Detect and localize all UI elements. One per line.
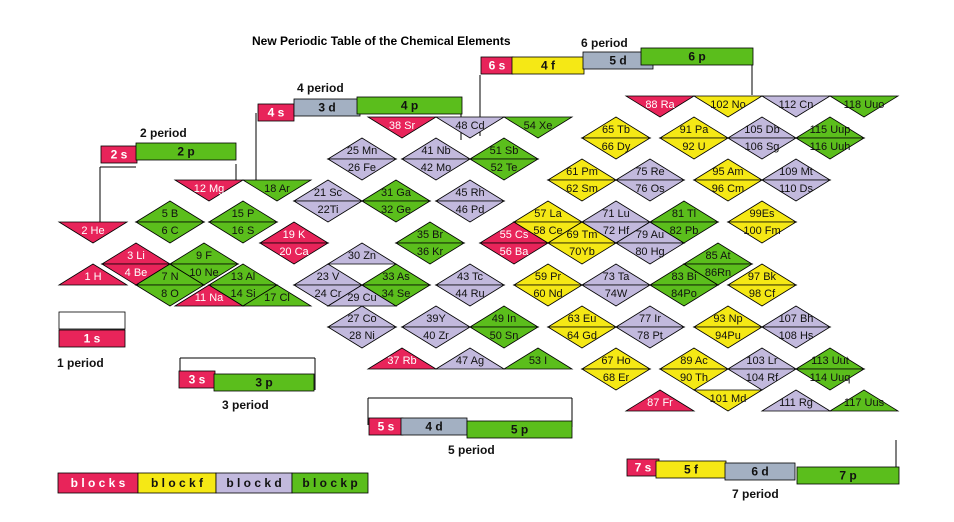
element-label: 71 Lu — [602, 208, 630, 220]
element-label: 92 U — [682, 141, 706, 153]
element-25-mn — [328, 138, 396, 159]
element-label: 96 Cm — [711, 183, 745, 195]
element-112-cn — [762, 96, 830, 117]
element-label: 17 Cl — [264, 292, 290, 304]
element-50-sn — [470, 327, 538, 348]
element-85-at — [684, 243, 752, 264]
element-label: 25 Mn — [346, 145, 378, 157]
element-107-bh — [762, 306, 830, 327]
element-31-ga — [362, 180, 430, 201]
element-label: 74W — [604, 288, 628, 300]
element-label: 111 Rg — [779, 397, 813, 409]
element-label: 81 Tl — [671, 208, 697, 220]
element-label: 2 He — [81, 225, 105, 237]
element-label: 47 Ag — [455, 355, 485, 367]
element-label: 103 Lr — [746, 355, 778, 367]
element-37-rb — [368, 348, 436, 369]
period-label-2: 2 period — [140, 126, 187, 140]
element-66-dy — [582, 138, 650, 159]
element-label: 115 Uup — [809, 124, 851, 136]
element-label: 14 Si — [230, 288, 256, 300]
element-label: 54 Xe — [523, 120, 553, 132]
element-3-li — [102, 243, 170, 264]
element-label: 89 Ac — [680, 355, 708, 367]
element-label: 36 Kr — [416, 246, 444, 258]
element-104-rf — [728, 369, 796, 390]
element-label: 20 Ca — [279, 246, 309, 258]
element-label: 101 Md — [709, 393, 747, 405]
element-label: 108 Hs — [778, 330, 814, 342]
element-label: 34 Se — [381, 288, 411, 300]
element-label: 79 Au — [635, 229, 665, 241]
bar-label: 4 f — [540, 58, 556, 73]
element-108-hs — [762, 327, 830, 348]
bar-label: 4 p — [400, 98, 419, 113]
element-label: 70Yb — [569, 246, 595, 258]
element-label: 95 Am — [712, 166, 744, 178]
element-70yb — [548, 243, 616, 264]
element-label: 32 Ge — [381, 204, 411, 216]
element-118-uuo — [830, 96, 898, 117]
element-95-am — [694, 159, 762, 180]
element-label: 61 Pm — [566, 166, 598, 178]
element-74w — [582, 285, 650, 306]
element-label: 5 B — [161, 208, 179, 220]
element-label: 76 Os — [635, 183, 665, 195]
element-label: 55 Cs — [499, 229, 529, 241]
element-label: 87 Fr — [647, 397, 673, 409]
element-label: 75 Re — [635, 166, 665, 178]
bar-1-s — [59, 330, 125, 347]
element-100-fm — [728, 222, 796, 243]
period-label-3: 3 period — [222, 398, 269, 412]
element-label: 1 H — [84, 271, 102, 283]
element-61-pm — [548, 159, 616, 180]
element-label: 28 Ni — [349, 330, 375, 342]
element-label: 82 Pb — [669, 225, 699, 237]
element-label: 39Y — [426, 313, 446, 325]
element-label: 99Es — [749, 208, 775, 220]
period-label-6: 6 period — [581, 36, 628, 50]
element-32-ge — [362, 201, 430, 222]
bar-label: 6 s — [488, 58, 506, 73]
bar-7-p — [797, 467, 899, 484]
element-label: 23 V — [316, 271, 340, 283]
element-label: 37 Rb — [387, 355, 417, 367]
bar-6-s — [481, 57, 513, 74]
element-113-uut — [796, 348, 864, 369]
element-label: 68 Er — [602, 372, 630, 384]
element-label: 49 In — [491, 313, 517, 325]
element-23-v — [294, 264, 362, 285]
element-6-c — [136, 222, 204, 243]
element-75-re — [616, 159, 684, 180]
element-label: 84Po — [671, 288, 697, 300]
element-label: 107 Bh — [778, 313, 814, 325]
element-label: 7 N — [161, 271, 179, 283]
element-label: 8 O — [161, 288, 179, 300]
bar-label: 3 s — [188, 372, 206, 387]
element-62-sm — [548, 180, 616, 201]
element-90-th — [660, 369, 728, 390]
element-38-sr — [368, 117, 436, 138]
element-label: 22Ti — [317, 204, 339, 216]
bar-label: 3 d — [318, 100, 336, 115]
element-label: 24 Cr — [314, 288, 342, 300]
bar-3-s — [179, 371, 215, 388]
element-label: 44 Ru — [455, 288, 485, 300]
element-label: 33 As — [382, 271, 410, 283]
element-5-b — [136, 201, 204, 222]
bar-4-s — [258, 104, 294, 121]
element-89-ac — [660, 348, 728, 369]
element-20-ca — [260, 243, 328, 264]
legend-d — [216, 473, 292, 493]
element-46-pd — [436, 201, 504, 222]
element-label: 73 Ta — [602, 271, 630, 283]
period-label-1: 1 period — [57, 356, 104, 370]
element-117-uus — [830, 390, 898, 411]
element-67-ho — [582, 348, 650, 369]
element-label: 78 Pt — [637, 330, 663, 342]
element-109-mt — [762, 159, 830, 180]
element-57-la — [514, 201, 582, 222]
element-78-pt — [616, 327, 684, 348]
element-76-os — [616, 180, 684, 201]
element-92-u — [660, 138, 728, 159]
bar-label: 5 s — [377, 419, 395, 434]
element-label: 83 Bi — [671, 271, 697, 283]
element-label: 13 Al — [230, 271, 256, 283]
element-label: 93 Np — [713, 313, 743, 325]
element-88-ra — [626, 96, 694, 117]
element-label: 77 Ir — [638, 313, 662, 325]
element-22ti — [294, 201, 362, 222]
element-48-cd — [436, 117, 504, 138]
element-label: 118 Uuo — [843, 99, 885, 111]
bar-5-f — [656, 461, 726, 478]
element-label: 72 Hf — [602, 225, 630, 237]
element-106-sg — [728, 138, 796, 159]
block-legend — [58, 473, 368, 493]
element-59-pr — [514, 264, 582, 285]
bar-label: 7 s — [634, 460, 652, 475]
element-label: 16 S — [231, 225, 255, 237]
bar-6-d — [725, 463, 795, 480]
element-label: 51 Sb — [489, 145, 519, 157]
element-label: 53 I — [528, 355, 548, 367]
element-label: 59 Pr — [534, 271, 562, 283]
element-53-i — [504, 348, 572, 369]
element-115-uup — [796, 117, 864, 138]
element-label: 45 Rh — [455, 187, 485, 199]
bar-label: 6 p — [688, 49, 706, 64]
element-label: 15 P — [231, 208, 255, 220]
element-label: 58 Ce — [533, 225, 563, 237]
bar-4-f — [512, 57, 584, 74]
element-28-ni — [328, 327, 396, 348]
legend-label: b l o c k d — [226, 476, 282, 490]
element-label: 56 Ba — [499, 246, 529, 258]
element-84po — [650, 285, 718, 306]
legend-p — [292, 473, 368, 493]
element-15-p — [209, 201, 277, 222]
element-101-md — [694, 390, 762, 411]
bar-label: 1 s — [83, 331, 101, 346]
element-87-fr — [626, 390, 694, 411]
element-27-co — [328, 306, 396, 327]
element-36-kr — [396, 243, 464, 264]
bar-6-p — [641, 48, 753, 65]
element-label: 31 Ga — [381, 187, 411, 199]
element-116-uuh — [796, 138, 864, 159]
element-label: 4 Be — [124, 267, 148, 279]
element-33-as — [362, 264, 430, 285]
legend-label: b l o c k s — [70, 476, 126, 490]
element-label: 43 Tc — [456, 271, 484, 283]
element-99es — [728, 201, 796, 222]
element-label: 106 Sg — [744, 141, 780, 153]
element-label: 69 Tm — [566, 229, 598, 241]
element-label: 11 Na — [194, 292, 224, 304]
element-label: 86Rn — [704, 267, 732, 279]
element-56-ba — [480, 243, 548, 264]
element-label: 62 Sm — [566, 183, 598, 195]
element-label: 18 Ar — [264, 183, 290, 195]
element-label: 27 Co — [347, 313, 377, 325]
element-label: 102 No — [710, 99, 746, 111]
element-71-lu — [582, 201, 650, 222]
element-label: 104 Rf — [745, 372, 779, 384]
bar-5-p — [467, 421, 572, 438]
element-2-he — [59, 222, 127, 243]
period-label-5: 5 period — [448, 443, 495, 457]
element-12-mg — [175, 180, 243, 201]
element-91-pa — [660, 117, 728, 138]
element-label: 40 Zr — [423, 330, 449, 342]
element-96-cm — [694, 180, 762, 201]
element-65-tb — [582, 117, 650, 138]
element-47-ag — [436, 348, 504, 369]
element-label: 66 Dy — [601, 141, 631, 153]
element-label: 52 Te — [490, 162, 518, 174]
bar-7-s — [627, 459, 659, 476]
legend-f — [138, 473, 216, 493]
element-label: 114 Uuq — [809, 372, 851, 384]
element-40-zr — [402, 327, 470, 348]
element-label: 41 Nb — [421, 145, 451, 157]
element-102-no — [694, 96, 762, 117]
element-30-zn — [328, 243, 396, 264]
element-98-cf — [728, 285, 796, 306]
element-label: 97 Bk — [747, 271, 777, 283]
element-label: 19 K — [282, 229, 306, 241]
element-label: 46 Pd — [455, 204, 485, 216]
period-1-frame — [59, 312, 125, 329]
element-110-ds — [762, 180, 830, 201]
element-49-in — [470, 306, 538, 327]
element-label: 12 Mg — [193, 183, 225, 195]
period-label-4: 4 period — [297, 81, 344, 95]
element-label: 57 La — [534, 208, 562, 220]
bar-4-p — [357, 97, 462, 114]
element-label: 91 Pa — [679, 124, 709, 136]
element-label: 29 Cu — [347, 292, 377, 304]
element-51-sb — [470, 138, 538, 159]
element-80-hg — [616, 243, 684, 264]
element-39y — [402, 306, 470, 327]
element-label: 6 C — [161, 225, 179, 237]
element-45-rh — [436, 180, 504, 201]
element-label: 38 Sr — [388, 120, 416, 132]
element-label: 117 Uus — [843, 397, 885, 409]
element-label: 85 At — [705, 250, 731, 262]
element-label: 64 Gd — [567, 330, 597, 342]
element-label: 60 Nd — [533, 288, 563, 300]
bar-3-p — [214, 374, 314, 391]
element-label: 35 Br — [416, 229, 444, 241]
legend-label: b l o c k f — [150, 476, 204, 490]
element-label: 113 Uut — [811, 355, 849, 367]
page-title: New Periodic Table of the Chemical Elements — [252, 34, 511, 48]
bar-label: 7 p — [839, 468, 857, 483]
element-73-ta — [582, 264, 650, 285]
element-81-tl — [650, 201, 718, 222]
element-label: 105 Db — [744, 124, 780, 136]
bar-label: 5 p — [510, 422, 529, 437]
element-26-fe — [328, 159, 396, 180]
bar-label: 6 d — [751, 464, 769, 479]
element-9-f — [170, 243, 238, 264]
element-label: 48 Cd — [455, 120, 485, 132]
bar-label: 5 f — [683, 462, 699, 477]
element-111-rg — [762, 390, 830, 411]
element-label: 90 Th — [680, 372, 708, 384]
bar-label: 2 p — [177, 144, 195, 159]
element-103-lr — [728, 348, 796, 369]
element-63-eu — [548, 306, 616, 327]
element-52-te — [470, 159, 538, 180]
element-68-er — [582, 369, 650, 390]
bar-3-d — [294, 99, 360, 116]
element-60-nd — [514, 285, 582, 306]
element-77-ir — [616, 306, 684, 327]
element-label: 116 Uuh — [809, 141, 851, 153]
bar-label: 4 s — [267, 105, 285, 120]
element-42-mo — [402, 159, 470, 180]
element-114-uuq — [796, 369, 864, 390]
bar-4-d — [401, 418, 467, 435]
element-label: 21 Sc — [313, 187, 343, 199]
element-43-tc — [436, 264, 504, 285]
element-41-nb — [402, 138, 470, 159]
bar-2-p — [136, 143, 236, 160]
element-label: 42 Mo — [420, 162, 452, 174]
bar-label: 5 d — [609, 53, 627, 68]
element-54-xe — [504, 117, 572, 138]
element-label: 9 F — [196, 250, 212, 262]
element-label: 110 Ds — [778, 183, 814, 195]
legend-label: b l o c k p — [302, 476, 358, 490]
element-label: 109 Mt — [779, 166, 813, 178]
element-label: 98 Cf — [748, 288, 776, 300]
bar-label: 3 p — [255, 375, 273, 390]
element-44-ru — [436, 285, 504, 306]
element-label: 67 Ho — [601, 355, 631, 367]
bar-label: 4 d — [425, 419, 443, 434]
element-label: 65 Tb — [602, 124, 630, 136]
element-label: 100 Fm — [743, 225, 781, 237]
legend-s — [58, 473, 138, 493]
element-64-gd — [548, 327, 616, 348]
element-label: 30 Zn — [347, 250, 377, 262]
element-105-db — [728, 117, 796, 138]
bar-5-s — [369, 418, 403, 435]
bar-2-s — [101, 146, 137, 163]
element-label: 94Pu — [715, 330, 741, 342]
element-label: 112 Cn — [778, 99, 814, 111]
element-label: 10 Ne — [189, 267, 219, 279]
bar-label: 2 s — [110, 147, 128, 162]
element-label: 26 Fe — [347, 162, 377, 174]
element-label: 63 Eu — [567, 313, 597, 325]
element-35-br — [396, 222, 464, 243]
element-label: 80 Hg — [635, 246, 665, 258]
element-label: 88 Ra — [645, 99, 675, 111]
element-label: 3 Li — [127, 250, 145, 262]
element-93-np — [694, 306, 762, 327]
element-label: 50 Sn — [489, 330, 519, 342]
period-label-7: 7 period — [732, 487, 779, 501]
element-94pu — [694, 327, 762, 348]
